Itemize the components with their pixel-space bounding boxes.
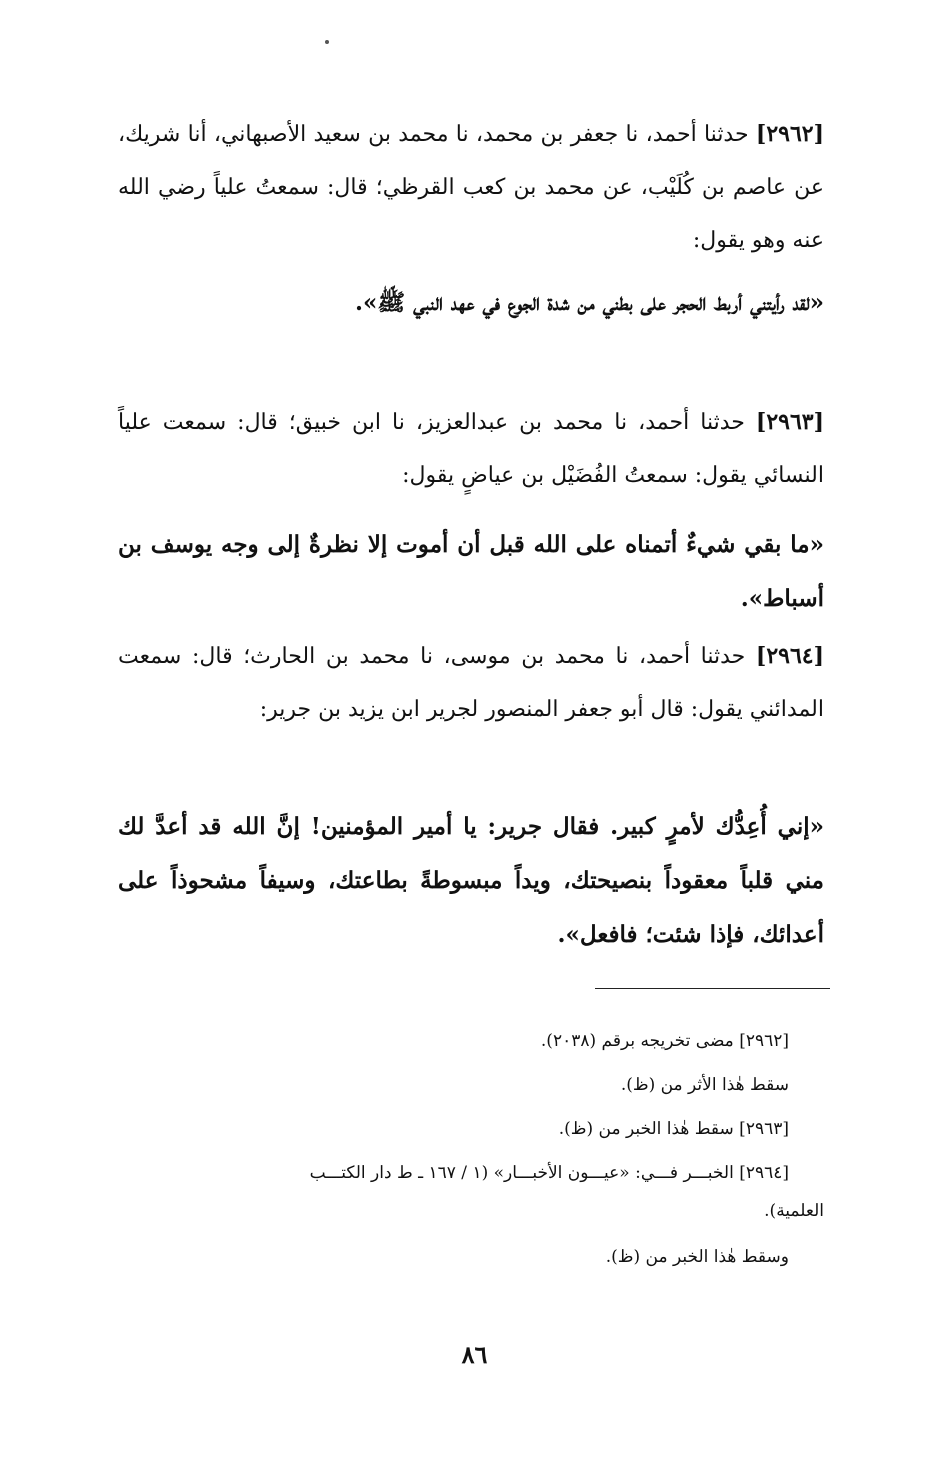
entry-2962-quote: «لقد رأيتني أربط الحجر على بطني من شدة الجوع في عهد النبي ﷺ». xyxy=(355,289,824,316)
footnote-2962: [٢٩٦٢] مضى تخريجه برقم (٢٠٣٨). xyxy=(540,1031,789,1051)
top-dot-mark xyxy=(325,40,329,44)
footnote-2962-note: سقط هٰذا الأثر من (ظ). xyxy=(620,1075,789,1095)
entry-2964-quote: «إني أُعِدُّك لأمرٍ كبير. فقال جرير: يا أمير المؤمنين! إنَّ الله قد أعدَّ لك مني قلباً معقوداً بنصيحتك، ويداً مبسوطةً بطاعتك، وسيفاً مشحوذاً على أعدائك، فإذا شئت؛ فافعل». xyxy=(118,813,824,948)
entry-number: [٢٩٦٢] xyxy=(755,121,824,147)
entry-2963-chain xyxy=(118,396,824,502)
entry-2963-quote: «ما بقي شيءٌ أتمناه على الله قبل أن أموت إلا نظرةٌ إلى وجه يوسف بن أسباط». xyxy=(118,531,824,612)
entry-number: [٢٩٦٣] xyxy=(755,409,824,435)
entry-text: حدثنا أحمد، نا محمد بن عبدالعزيز، نا ابن خبيق؛ قال: سمعت علياً النسائي يقول: سمعتُ الفُضَيْل بن عياضٍ يقول: xyxy=(118,410,824,488)
entry-2964-chain xyxy=(118,630,824,736)
entry-number: [٢٩٦٤] xyxy=(755,643,824,669)
page-number: ٨٦ xyxy=(461,1340,488,1369)
footnote-2964-note: وسقط هٰذا الخبر من (ظ). xyxy=(605,1247,789,1267)
footnote-2963: [٢٩٦٣] سقط هٰذا الخبر من (ظ). xyxy=(558,1119,789,1139)
footnote-separator xyxy=(595,988,830,989)
footnote-2964: [٢٩٦٤] الخبـــر فـــي: «عيـــون الأخبـــار» (١ / ١٦٧ ـ ط دار الكتـــب xyxy=(309,1163,789,1183)
entry-text: حدثنا أحمد، نا جعفر بن محمد، نا محمد بن سعيد الأصبهاني، أنا شريك، عن عاصم بن كُلَيْب، عن محمد بن كعب القرظي؛ قال: سمعتُ علياً رضي الله عنه وهو يقول: xyxy=(118,122,824,253)
footnote-2964-continued: العلمية). xyxy=(764,1201,824,1221)
entry-text: حدثنا أحمد، نا محمد بن موسى، نا محمد بن الحارث؛ قال: سمعت المدائني يقول: قال أبو جعفر المنصور لجرير ابن يزيد بن جرير: xyxy=(118,644,824,722)
entry-2962-chain xyxy=(118,108,824,267)
